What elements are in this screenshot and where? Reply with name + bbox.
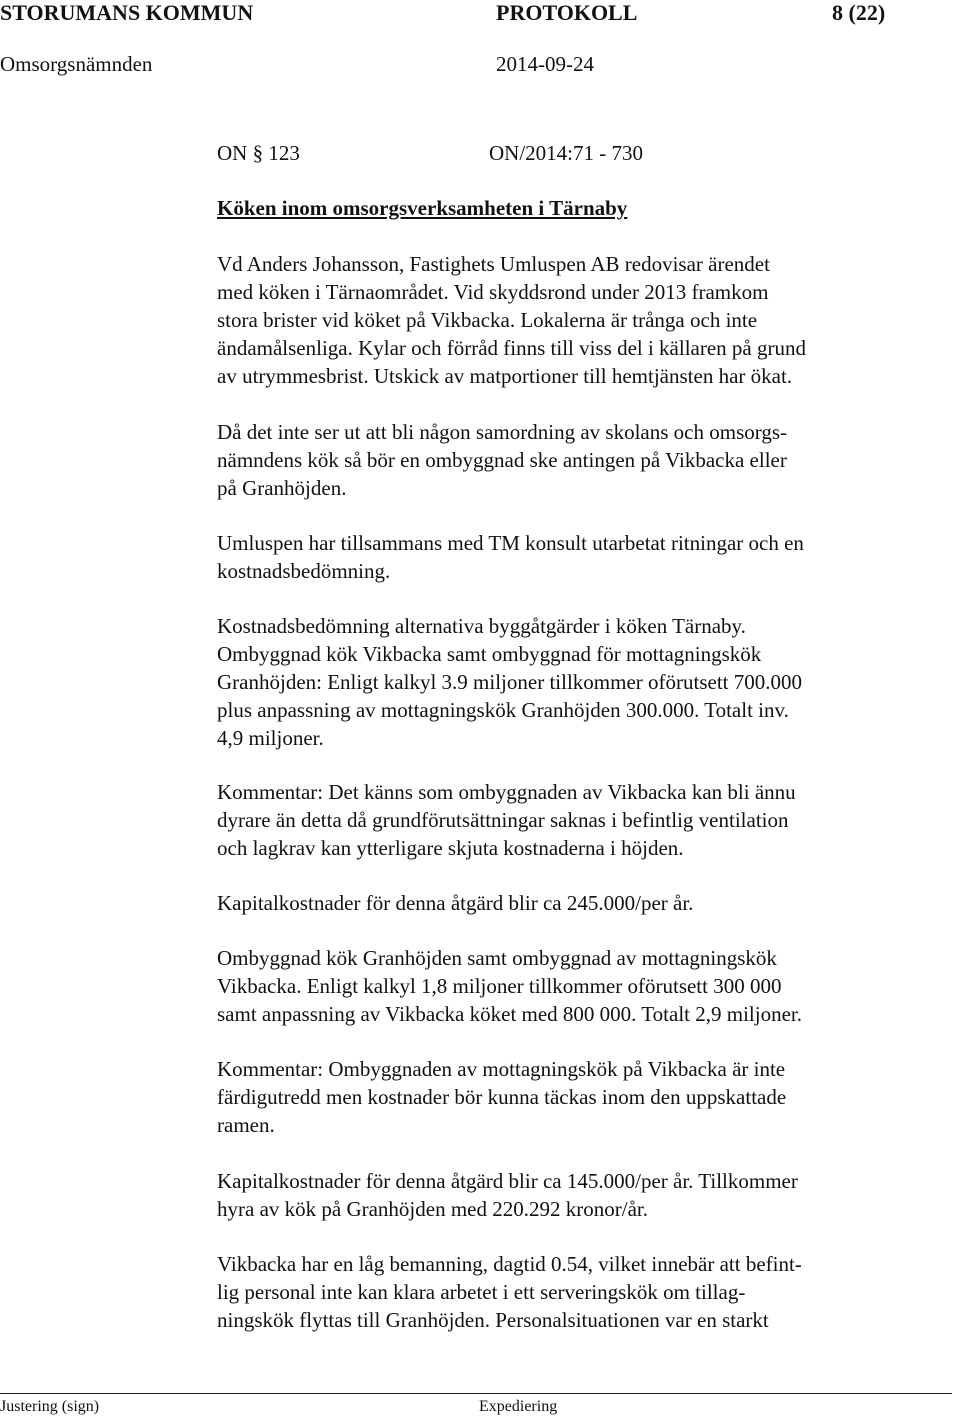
text-line: Kapitalkostnader för denna åtgärd blir ca 145.000/per år. Tillkommer	[217, 1169, 798, 1193]
text-line: 4,9 miljoner.	[217, 726, 324, 750]
footer-signature-label: Justering (sign)	[0, 1398, 100, 1415]
footer-dispatch-label: Expediering	[479, 1398, 558, 1415]
diary-number: ON/2014:71 - 730	[489, 141, 643, 165]
text-line: hyra av kök på Granhöjden med 220.292 kronor/år.	[217, 1197, 648, 1221]
text-line: och lagkrav kan ytterligare skjuta kostnaderna i höjden.	[217, 836, 684, 860]
text-line: Granhöjden: Enligt kalkyl 3.9 miljoner tillkommer oförutsett 700.000	[217, 670, 802, 694]
text-line: Vd Anders Johansson, Fastighets Umluspen AB redovisar ärendet	[217, 252, 770, 276]
org-name: STORUMANS KOMMUN	[0, 0, 254, 25]
text-line: lig personal inte kan klara arbetet i ett serveringskök om tillag-	[217, 1280, 746, 1304]
footer-divider	[0, 1393, 952, 1394]
case-title: Köken inom omsorgsverksamheten i Tärnaby	[217, 196, 628, 220]
text-line: Kommentar: Det känns som ombyggnaden av Vikbacka kan bli ännu	[217, 780, 796, 804]
text-line: Kapitalkostnader för denna åtgärd blir ca 245.000/per år.	[217, 891, 694, 915]
text-line: på Granhöjden.	[217, 476, 347, 500]
text-line: stora brister vid köket på Vikbacka. Lokalerna är trånga och inte	[217, 308, 758, 332]
text-line: Vikbacka har en låg bemanning, dagtid 0.54, vilket innebär att befint-	[217, 1252, 802, 1276]
case-number: ON § 123	[217, 141, 300, 165]
document-type: PROTOKOLL	[496, 0, 638, 25]
text-line: samt anpassning av Vikbacka köket med 800 000. Totalt 2,9 miljoner.	[217, 1002, 802, 1026]
text-line: plus anpassning av mottagningskök Granhöjden 300.000. Totalt inv.	[217, 698, 789, 722]
text-line: av utrymmesbrist. Utskick av matportioner till hemtjänsten har ökat.	[217, 364, 793, 388]
text-line: ningskök flyttas till Granhöjden. Personalsituationen var en starkt	[217, 1308, 769, 1332]
text-line: Kostnadsbedömning alternativa byggåtgärder i köken Tärnaby.	[217, 614, 746, 638]
text-line: Vikbacka. Enligt kalkyl 1,8 miljoner tillkommer oförutsett 300 000	[217, 974, 782, 998]
text-line: ramen.	[217, 1113, 275, 1137]
text-line: Då det inte ser ut att bli någon samordning av skolans och omsorgs-	[217, 420, 788, 444]
text-line: Umluspen har tillsammans med TM konsult utarbetat ritningar och en	[217, 531, 804, 555]
text-line: ändamålsenliga. Kylar och förråd finns till viss del i källaren på grund	[217, 336, 806, 360]
text-line: färdigutredd men kostnader bör kunna täckas inom den uppskattade	[217, 1085, 787, 1109]
text-line: nämndens kök så bör en ombyggnad ske antingen på Vikbacka eller	[217, 448, 787, 472]
text-line: Ombyggnad kök Granhöjden samt ombyggnad av mottagningskök	[217, 946, 777, 970]
text-line: med köken i Tärnaområdet. Vid skyddsrond under 2013 framkom	[217, 280, 769, 304]
text-line: kostnadsbedömning.	[217, 559, 391, 583]
page-number: 8 (22)	[832, 0, 886, 25]
text-line: Ombyggnad kök Vikbacka samt ombyggnad för mottagningskök	[217, 642, 762, 666]
committee-name: Omsorgsnämnden	[0, 52, 153, 76]
text-line: dyrare än detta då grundförutsättningar saknas i befintlig ventilation	[217, 808, 789, 832]
meeting-date: 2014-09-24	[496, 52, 594, 76]
text-line: Kommentar: Ombyggnaden av mottagningskök på Vikbacka är inte	[217, 1057, 786, 1081]
